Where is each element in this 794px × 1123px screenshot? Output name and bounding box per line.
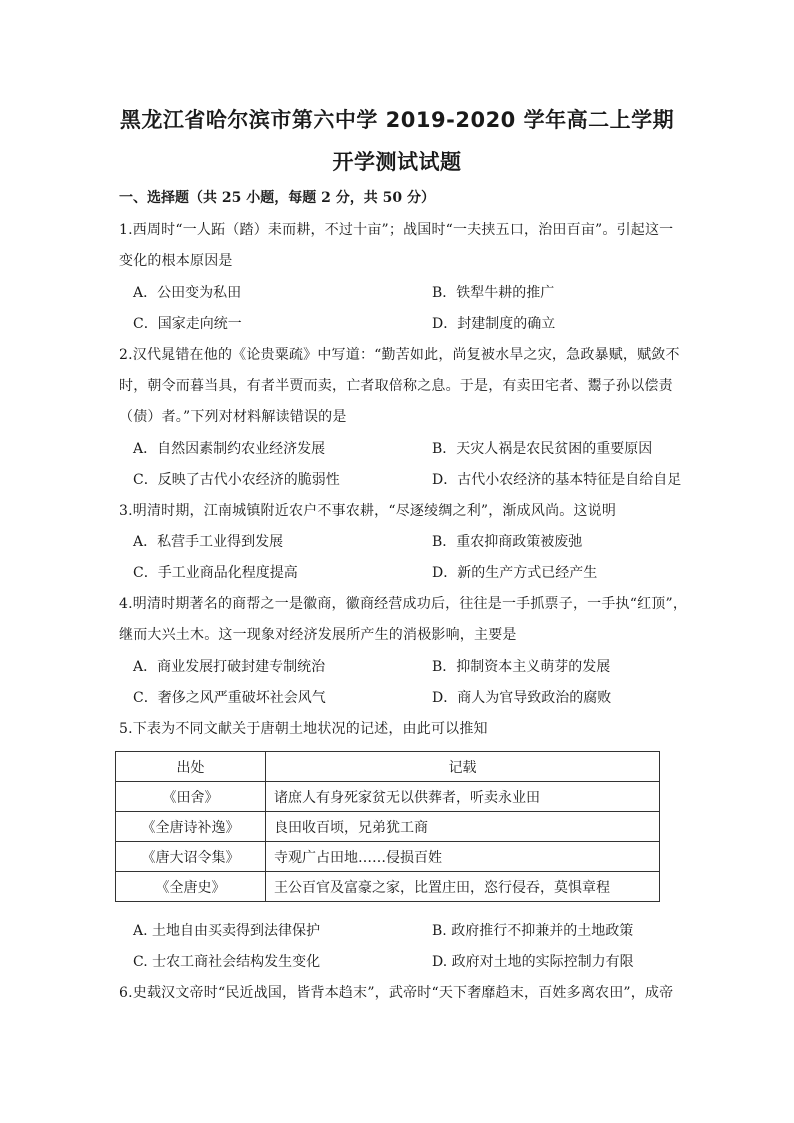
section-heading: 一、选择题（共 25 小题，每题 2 分，共 50 分）: [119, 190, 435, 206]
table-header-row: [116, 752, 660, 782]
question-4-option-c: C．奢侈之风严重破坏社会风气: [133, 690, 326, 706]
table-cell-source: 《田舍》: [116, 782, 266, 812]
question-4-stem: 4.明清时期著名的商帮之一是徽商，徽商经营成功后，往往是一手抓票子，一手执“红顶”，: [119, 596, 688, 612]
table-cell-record: 王公百官及富豪之家，比置庄田，恣行侵吞，莫惧章程: [266, 872, 660, 902]
table-cell-record: 寺观广占田地……侵损百姓: [266, 842, 660, 872]
question-1-stem-cont: 变化的根本原因是: [119, 253, 233, 269]
question-2-option-a: A．自然因素制约农业经济发展: [133, 441, 326, 457]
question-5-option-a: A. 土地自由买卖得到法律保护: [133, 923, 321, 939]
question-3-option-b: B．重农抑商政策被废弛: [432, 534, 583, 550]
document-title-line2: 开学测试试题: [332, 150, 462, 174]
question-2-stem: 2.汉代晁错在他的《论贵粟疏》中写道：“勤苦如此，尚复被水旱之灾，急政暴赋，赋敛不: [119, 347, 680, 363]
table-row: [116, 872, 660, 902]
question-1-stem: 1.西周时“一人跖（踏）耒而耕，不过十亩”；战国时“一夫挟五口，治田百亩”。引起这一: [119, 222, 674, 238]
question-1-option-a: A．公田变为私田: [133, 285, 242, 301]
question-1-option-c: C．国家走向统一: [133, 316, 242, 332]
question-5-stem: 5.下表为不同文献关于唐朝土地状况的记述，由此可以推知: [119, 721, 488, 737]
table-cell-source: 《全唐诗补逸》: [116, 812, 266, 842]
question-5-option-d: D. 政府对土地的实际控制力有限: [432, 954, 634, 970]
question-3-option-d: D．新的生产方式已经产生: [432, 565, 598, 581]
question-4-option-a: A．商业发展打破封建专制统治: [133, 659, 326, 675]
question-4-option-b: B．抑制资本主义萌芽的发展: [432, 659, 611, 675]
table-cell-source: 《唐大诏令集》: [116, 842, 266, 872]
table-row: [116, 812, 660, 842]
question-3-option-a: A．私营手工业得到发展: [133, 534, 284, 550]
table-cell-record: 良田收百顷，兄弟犹工商: [266, 812, 660, 842]
question-5-option-c: C. 士农工商社会结构发生变化: [133, 954, 321, 970]
question-1-option-b: B．铁犁牛耕的推广: [432, 285, 555, 301]
question-5-option-b: B. 政府推行不抑兼并的土地政策: [432, 923, 634, 939]
question-2-option-d: D．古代小农经济的基本特征是自给自足: [432, 472, 682, 488]
question-4-option-d: D．商人为官导致政治的腐败: [432, 690, 612, 706]
table-cell-record: 诸庶人有身死家贫无以供葬者，听卖永业田: [266, 782, 660, 812]
table-cell-source: 《全唐史》: [116, 872, 266, 902]
table-header-record: 记载: [266, 752, 660, 782]
question-2-option-b: B．天灾人祸是农民贫困的重要原因: [432, 441, 653, 457]
table-header-source: 出处: [116, 752, 266, 782]
question-6-stem: 6.史载汉文帝时“民近战国，皆背本趋末”，武帝时“天下奢靡趋末，百姓多离农田”，成帝: [119, 985, 674, 1001]
table-row: [116, 782, 660, 812]
question-3-stem: 3.明清时期，江南城镇附近农户不事农耕，“尽逐绫绸之利”，渐成风尚。这说明: [119, 503, 617, 519]
question-2-stem-cont1: 时，朝令而暮当具，有者半贾而卖，亡者取倍称之息。于是，有卖田宅者、鬻子孙以偿责: [119, 378, 673, 394]
question-2-option-c: C．反映了古代小农经济的脆弱性: [133, 472, 340, 488]
question-3-option-c: C．手工业商品化程度提高: [133, 565, 298, 581]
question-2-stem-cont2: （债）者。”下列对材料解读错误的是: [119, 409, 347, 425]
question-1-option-d: D．封建制度的确立: [432, 316, 556, 332]
land-records-table: [115, 751, 660, 902]
table-row: [116, 842, 660, 872]
question-4-stem-cont: 继而大兴土木。这一现象对经济发展所产生的消极影响，主要是: [119, 627, 517, 643]
document-title-line1: 黑龙江省哈尔滨市第六中学 2019-2020 学年高二上学期: [119, 108, 675, 132]
